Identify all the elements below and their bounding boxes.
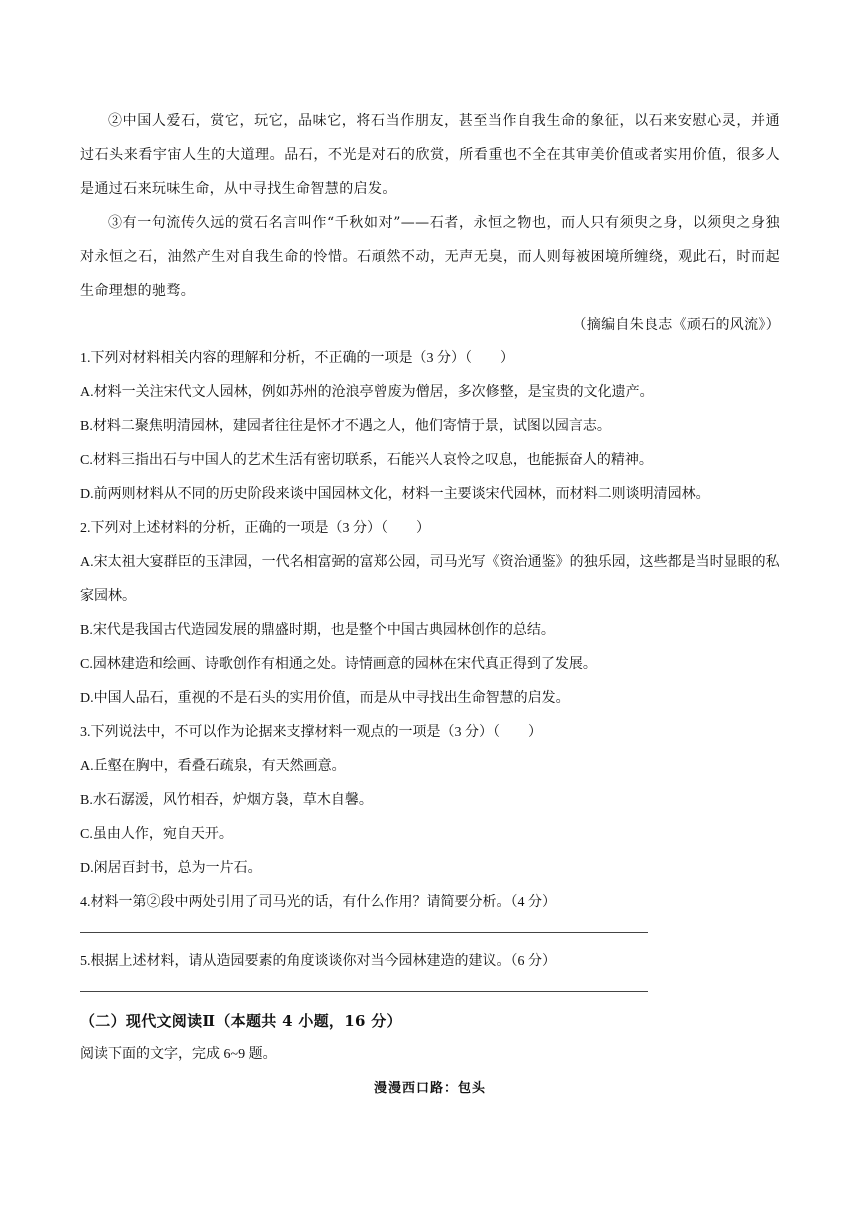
question-2-option-b: B.宋代是我国古代造园发展的鼎盛时期，也是整个中国古典园林创作的总结。 — [80, 623, 555, 638]
question-2-option-c: C.园林建造和绘画、诗歌创作有相通之处。诗情画意的园林在宋代真正得到了发展。 — [80, 657, 597, 672]
question-3-option-c: C.虽由人作，宛自天开。 — [80, 827, 233, 842]
passage-paragraph-2: ②中国人爱石，赏它，玩它，品味它，将石当作朋友，甚至当作自我生命的象征，以石来安慰心灵，并通过石头来看宇宙人生的大道理。品石，不光是对石的欣赏，所看重也不全在其审美价值或者实用价值，很多人是通过石来玩味生命，从中寻找生命智慧的启发。 — [80, 113, 780, 197]
question-5-stem: 5.根据上述材料，请从造园要素的角度谈谈你对当今园林建造的建议。（6 分） — [80, 954, 556, 969]
question-3-option-b: B.水石潺湲，风竹相吞，炉烟方袅，草木自馨。 — [80, 793, 373, 808]
section-2-instruction: 阅读下面的文字，完成 6~9 题。 — [80, 1047, 277, 1062]
question-1-stem: 1.下列对材料相关内容的理解和分析，不正确的一项是（3 分）（ ） — [80, 351, 514, 366]
passage-paragraph-3: ③有一句流传久远的赏石名言叫作“千秋如对”——石者，永恒之物也，而人只有须臾之身，以须臾之身独对永恒之石，油然产生对自我生命的怜惜。石頑然不动，无声无臭，而人则每被困境所缠绕，观此石，时而起生命理想的驰骛。 — [80, 215, 780, 299]
question-2-option-a: A.宋太祖大宴群臣的玉津园，一代名相富弼的富郑公园，司马光写《资治通鉴》的独乐园，这些都是当时显眼的私家园林。 — [80, 555, 780, 604]
question-2-stem: 2.下列对上述材料的分析，正确的一项是（3 分）（ ） — [80, 521, 430, 536]
question-1-option-a: A.材料一关注宋代文人园林，例如苏州的沧浪亭曾废为僧居，多次修整，是宝贵的文化遗产。 — [80, 385, 654, 400]
document-page — [80, 104, 780, 1106]
question-1-option-b: B.材料二聚焦明清园林，建园者往往是怀才不遇之人，他们寄情于景，试图以园言志。 — [80, 419, 611, 434]
passage-source: （摘编自朱良志《顽石的风流》） — [572, 317, 780, 333]
question-3-option-d: D.闲居百封书，总为一片石。 — [80, 861, 262, 876]
question-2-option-d: D.中国人品石，重视的不是石头的实用价值，而是从中寻找出生命智慧的启发。 — [80, 691, 570, 706]
question-1-option-d: D.前两则材料从不同的历史阶段来谈中国园林文化，材料一主要谈宋代园林，而材料二则谈明清园林。 — [80, 487, 710, 502]
question-3-option-a: A.丘壑在胸中，看叠石疏泉，有天然画意。 — [80, 759, 346, 774]
question-4-stem: 4.材料一第②段中两处引用了司马光的话，有什么作用？请简要分析。（4 分） — [80, 895, 556, 910]
question-1-option-c: C.材料三指出石与中国人的艺术生活有密切联系，石能兴人哀怜之叹息，也能振奋人的精神。 — [80, 453, 653, 468]
question-3-stem: 3.下列说法中，不可以作为论据来支撑材料一观点的一项是（3 分）（ ） — [80, 725, 542, 740]
article-title: 漫漫西口路：包头 — [373, 1081, 486, 1096]
section-2-heading: （二）现代文阅读Ⅱ（本题共 4 小题，16 分） — [80, 1012, 402, 1030]
